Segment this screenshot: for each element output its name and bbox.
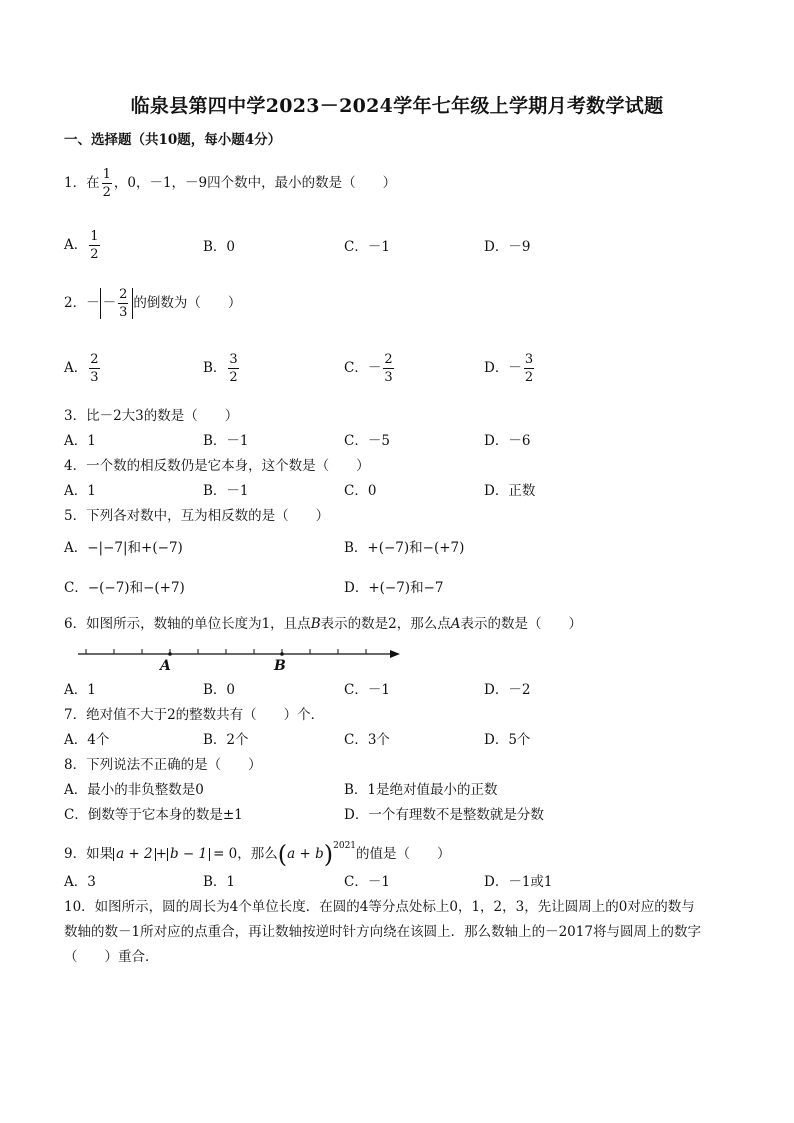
question-10-line-1: 10．如图所示，圆的周长为4个单位长度．在圆的4等分点处标上0，1，2，3，先让圆周上的0对应的数与 <box>64 899 695 915</box>
q6-option-b[interactable]: B．0 <box>203 682 236 698</box>
question-9: 9．如果 a + 2 + b − 1 = 0，那么$(a + b)^{2021}$的值是（ ） <box>64 840 451 869</box>
question-4: 4．一个数的相反数仍是它本身，这个数是（ ） <box>64 458 370 474</box>
q1-option-d[interactable]: D．－9 <box>484 239 531 255</box>
question-8: 8．下列说法不正确的是（ ） <box>64 757 262 773</box>
q7-option-c[interactable]: C．3个 <box>344 732 390 748</box>
q6-option-d[interactable]: D．－2 <box>484 682 531 698</box>
point-a-label: A <box>160 658 171 674</box>
q9-option-c[interactable]: C．－1 <box>344 874 390 890</box>
q9-power-base: a + b <box>287 846 324 862</box>
q2-option-a[interactable]: A． $\frac{2}{3}$ <box>64 352 99 385</box>
question-7: 7．绝对值不大于2的整数共有（ ）个． <box>64 707 325 723</box>
exam-title: 临泉县第四中学2023－2024学年七年级上学期月考数学试题 <box>130 95 664 117</box>
q7-option-d[interactable]: D．5个 <box>484 732 531 748</box>
q9-option-d[interactable]: D．－1或1 <box>484 874 553 890</box>
q3-option-a[interactable]: A．1 <box>64 433 96 449</box>
q5-option-d[interactable]: D．+(−7)和−7 <box>344 580 444 596</box>
q6-point-b-var: B <box>310 616 321 632</box>
number-line-arrow <box>390 650 400 658</box>
q1-rest: ，0，－1，－9四个数中，最小的数是（ ） <box>113 175 397 191</box>
q4-option-a[interactable]: A．1 <box>64 483 96 499</box>
q7-option-b[interactable]: B．2个 <box>203 732 249 748</box>
q9-option-b[interactable]: B．1 <box>203 874 236 890</box>
question-3: 3．比－2大3的数是（ ） <box>64 408 239 424</box>
q3-option-c[interactable]: C．－5 <box>344 433 390 449</box>
q6-option-c[interactable]: C．－1 <box>344 682 390 698</box>
q1-option-c[interactable]: C．－1 <box>344 239 390 255</box>
q3-option-b[interactable]: B．－1 <box>203 433 249 449</box>
q9-abs-expr-1: a + 2 <box>113 848 156 862</box>
q4-option-b[interactable]: B．－1 <box>203 483 249 499</box>
number-line-ticks <box>86 649 366 654</box>
q1-option-a[interactable]: A． $\frac{1}{2}$ <box>64 229 99 262</box>
q6-option-a[interactable]: A．1 <box>64 682 96 698</box>
q2-option-c[interactable]: C．－ $\frac{2}{3}$ <box>344 352 393 385</box>
q2-absolute-value: － $\frac{2}{3}$ <box>100 288 134 319</box>
question-2: 2．－ － $\frac{2}{3}$ 的倒数为（ ） <box>64 287 242 320</box>
q9-abs-expr-2: b − 1 <box>167 848 210 862</box>
q4-option-c[interactable]: C．0 <box>344 483 377 499</box>
q3-option-d[interactable]: D．－6 <box>484 433 531 449</box>
q1-option-b[interactable]: B．0 <box>203 239 236 255</box>
q1-fraction: $\frac{1}{2}$ <box>102 167 111 200</box>
q2-option-b[interactable]: B． $\frac{3}{2}$ <box>203 352 238 385</box>
q5-option-c[interactable]: C．−(−7)和−(+7) <box>64 580 185 596</box>
q8-option-a[interactable]: A．最小的非负整数是0 <box>64 782 204 798</box>
section-heading: 一、选择题（共10题，每小题4分） <box>64 132 282 148</box>
q1-prefix: 1．在 <box>64 175 100 191</box>
q4-option-d[interactable]: D．正数 <box>484 483 536 499</box>
q8-option-d[interactable]: D．一个有理数不是整数就是分数 <box>344 807 544 823</box>
point-a-dot <box>168 652 172 656</box>
q5-option-a[interactable]: A．−|−7|和+(−7) <box>64 540 183 556</box>
q8-option-c[interactable]: C．倒数等于它本身的数是±1 <box>64 807 243 823</box>
q2-option-d[interactable]: D．－ $\frac{3}{2}$ <box>484 352 534 385</box>
q6-point-a-var: A <box>450 616 461 632</box>
question-10-line-2: 数轴的数－1所对应的点重合，再让数轴按逆时针方向绕在该圆上．那么数轴上的－2017将与圆周上的数字 <box>64 924 701 940</box>
q8-option-b[interactable]: B．1是绝对值最小的正数 <box>344 782 498 798</box>
question-1 <box>64 168 396 199</box>
number-line-figure <box>78 644 404 676</box>
q5-option-b[interactable]: B．+(−7)和−(+7) <box>344 540 465 556</box>
point-b-dot <box>280 652 284 656</box>
q7-option-a[interactable]: A．4个 <box>64 732 110 748</box>
q9-option-a[interactable]: A．3 <box>64 874 96 890</box>
point-b-label: B <box>274 658 286 674</box>
question-6: 6．如图所示，数轴的单位长度为1，且点B表示的数是2，那么点A表示的数是（ ） <box>64 616 582 632</box>
question-10-line-3: （ ）重合． <box>64 949 159 965</box>
q9-exponent: 2021 <box>333 841 357 851</box>
question-5: 5．下列各对数中，互为相反数的是（ ） <box>64 508 330 524</box>
